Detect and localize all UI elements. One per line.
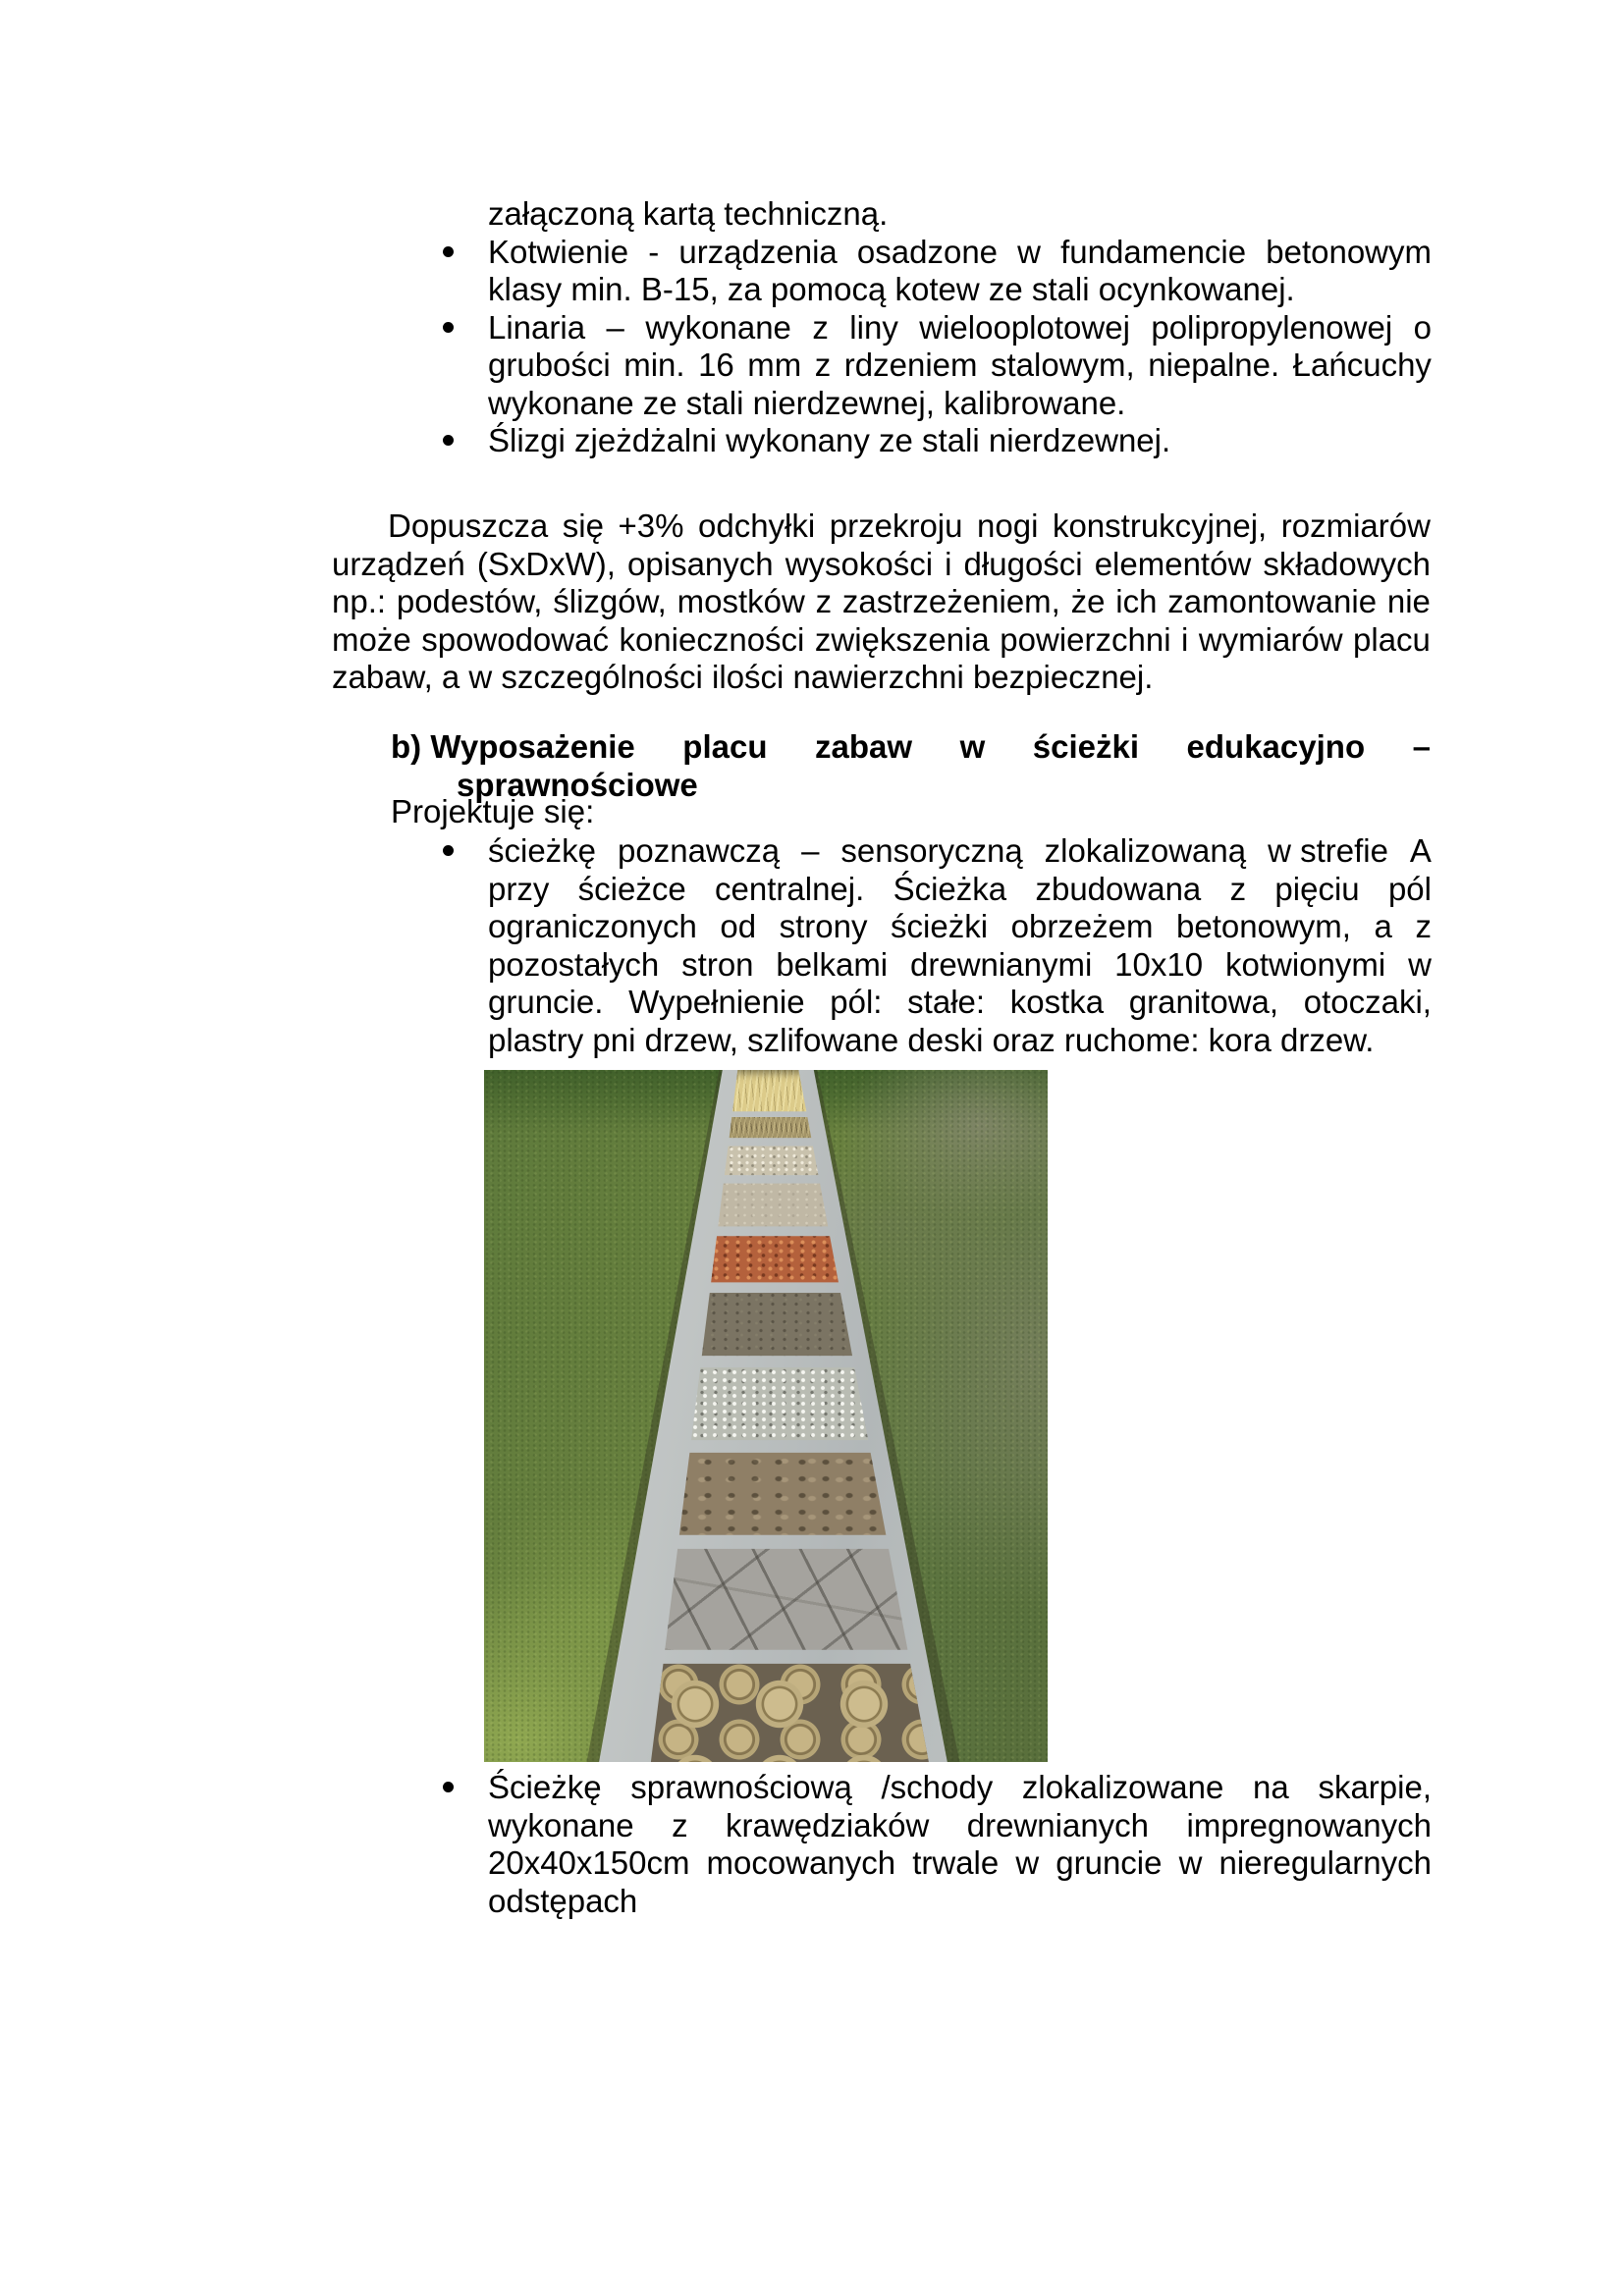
word: pól: bbox=[830, 984, 883, 1020]
word: edukacyjno bbox=[1186, 728, 1366, 765]
bullet-icon bbox=[443, 246, 454, 257]
text-line: odstępach bbox=[488, 1882, 638, 1919]
word: gruncie. bbox=[488, 984, 604, 1020]
word: nieregularnych bbox=[1218, 1844, 1432, 1881]
word: – bbox=[1412, 728, 1431, 765]
word: konieczności bbox=[619, 620, 805, 658]
word: mm bbox=[747, 347, 802, 383]
text-line: zabaw, a w szczególności ilości nawierzchni bezpiecznej. bbox=[332, 659, 1154, 695]
word: poznawczą bbox=[618, 832, 781, 869]
word: na bbox=[1253, 1769, 1289, 1805]
word: drewnianych bbox=[966, 1806, 1150, 1843]
word: w bbox=[1015, 1844, 1040, 1881]
word: z bbox=[815, 583, 833, 619]
word: powierzchni bbox=[1000, 620, 1171, 658]
word: belkami bbox=[776, 945, 889, 983]
text-line bbox=[488, 1844, 1432, 1883]
word: ograniczonych bbox=[488, 908, 697, 944]
word: rozmiarów bbox=[1280, 507, 1431, 544]
bullet-continuation-line bbox=[488, 195, 1432, 234]
word: wysokości bbox=[785, 545, 934, 582]
word: otoczaki, bbox=[1303, 984, 1432, 1020]
word: ścieżki bbox=[1032, 728, 1140, 765]
text-line bbox=[488, 908, 1432, 946]
text-line: klasy min. B-15, za pomocą kotew ze stali ocynkowanej. bbox=[488, 271, 1295, 307]
word: placu bbox=[1353, 620, 1431, 658]
word: A bbox=[1409, 832, 1432, 869]
text-line bbox=[488, 234, 1432, 272]
word: z bbox=[672, 1806, 688, 1843]
bullet-item-kotwienie bbox=[488, 234, 1432, 309]
word: osadzone bbox=[856, 233, 999, 270]
word: +3% bbox=[618, 507, 684, 544]
word: Ścieżkę bbox=[488, 1769, 602, 1805]
word: pól bbox=[1387, 870, 1432, 907]
word: przekroju bbox=[829, 507, 963, 544]
word: stalowym, bbox=[991, 347, 1135, 383]
word: nogi bbox=[977, 507, 1039, 544]
text-line bbox=[488, 832, 1432, 871]
word: ścieżki bbox=[891, 908, 989, 944]
word: 10x10 bbox=[1114, 945, 1204, 983]
word: spowodować bbox=[421, 620, 609, 658]
text-line bbox=[332, 546, 1431, 584]
word: ślizgów, bbox=[553, 583, 667, 619]
word: i bbox=[1181, 620, 1189, 658]
word: że bbox=[1070, 583, 1106, 619]
word: od bbox=[720, 908, 757, 944]
word: stron bbox=[681, 945, 754, 983]
word: zamontowanie bbox=[1167, 583, 1378, 619]
word: może bbox=[332, 620, 411, 658]
text-line bbox=[332, 621, 1431, 660]
word: placu bbox=[682, 728, 768, 765]
word: krawędziaków bbox=[726, 1806, 930, 1843]
word: z bbox=[1229, 870, 1247, 907]
bullet-item-sciezka-sprawnosciowa bbox=[488, 1769, 1432, 1920]
word: betonowym bbox=[1266, 233, 1432, 270]
word: z bbox=[814, 347, 832, 383]
word: polipropylenowej bbox=[1151, 308, 1393, 346]
word: centralnej. bbox=[715, 870, 865, 907]
word: w bbox=[959, 728, 986, 765]
word: Wypełnienie bbox=[628, 984, 805, 1020]
word: kostka bbox=[1009, 984, 1105, 1020]
word: stałe: bbox=[907, 984, 986, 1020]
word: z bbox=[812, 308, 829, 346]
word: Ścieżka bbox=[893, 870, 1007, 907]
bullet-item-slizgi bbox=[488, 422, 1432, 460]
bullet-icon bbox=[443, 435, 454, 446]
word: np.: bbox=[332, 583, 387, 619]
word: skarpie, bbox=[1318, 1769, 1432, 1805]
projektuje-sie-line bbox=[391, 793, 1431, 831]
word: /schody bbox=[881, 1769, 994, 1805]
word: liny bbox=[849, 308, 898, 346]
text-line: Projektuje się: bbox=[391, 793, 595, 829]
word: – bbox=[801, 832, 820, 869]
word: się bbox=[562, 507, 604, 544]
word: Łańcuchy bbox=[1292, 347, 1432, 383]
word: fundamencie bbox=[1060, 233, 1247, 270]
word: odchyłki bbox=[698, 507, 816, 544]
word: b) Wyposażenie bbox=[391, 728, 635, 765]
word: kotwionymi bbox=[1224, 945, 1386, 983]
word: elementów bbox=[1094, 545, 1252, 582]
word: ścieżce bbox=[577, 870, 686, 907]
word: pięciu bbox=[1274, 870, 1360, 907]
word: rdzeniem bbox=[843, 347, 978, 383]
word: niepalne. bbox=[1148, 347, 1280, 383]
text-line bbox=[488, 871, 1432, 909]
text-line bbox=[488, 347, 1432, 385]
word: składowych bbox=[1263, 545, 1431, 582]
word: zwiększenia bbox=[814, 620, 990, 658]
word: sensoryczną bbox=[840, 832, 1023, 869]
text-line bbox=[488, 946, 1432, 985]
text-line: załączoną kartą techniczną. bbox=[488, 195, 889, 232]
word: długości bbox=[963, 545, 1083, 582]
word: podestów, bbox=[396, 583, 543, 619]
bullet-item-sciezka-poznawcza bbox=[488, 832, 1432, 1059]
word: zlokalizowaną bbox=[1044, 832, 1247, 869]
word: drewnianymi bbox=[910, 945, 1093, 983]
word: wykonane bbox=[645, 308, 791, 346]
word: Linaria bbox=[488, 308, 586, 346]
bullet-item-linaria bbox=[488, 309, 1432, 423]
word: w bbox=[1178, 1844, 1203, 1881]
bullet-icon bbox=[443, 1782, 454, 1792]
word: o bbox=[1413, 308, 1432, 346]
word: 20x40x150cm bbox=[488, 1844, 690, 1881]
word: zabaw bbox=[815, 728, 913, 765]
bullet-icon bbox=[443, 322, 454, 333]
word: i bbox=[945, 545, 952, 582]
paragraph-dopuszcza bbox=[332, 507, 1431, 697]
text-line: Ślizgi zjeżdżalni wykonany ze stali nierdzewnej. bbox=[488, 422, 1171, 458]
word: mostków bbox=[677, 583, 805, 619]
word: nie bbox=[1386, 583, 1431, 619]
word: – bbox=[606, 308, 624, 346]
text-line bbox=[332, 583, 1431, 621]
word: Kotwienie bbox=[488, 233, 629, 270]
word: z bbox=[1415, 908, 1432, 944]
word: pozostałych bbox=[488, 945, 660, 983]
text-line bbox=[332, 507, 1431, 546]
sensory-path-photo bbox=[484, 1070, 1048, 1762]
word: wykonane bbox=[488, 1806, 634, 1843]
text-line bbox=[391, 728, 1431, 767]
text-line bbox=[488, 309, 1432, 347]
word: a bbox=[1374, 908, 1392, 944]
word: wielooplotowej bbox=[919, 308, 1130, 346]
word: urządzeń bbox=[332, 545, 465, 582]
word: 16 bbox=[698, 347, 734, 383]
word: zastrzeżeniem, bbox=[841, 583, 1060, 619]
word: konstrukcyjnej, bbox=[1052, 507, 1268, 544]
word: urządzenia bbox=[678, 233, 838, 270]
word: ich bbox=[1115, 583, 1158, 619]
word: zlokalizowane bbox=[1021, 1769, 1224, 1805]
word: zbudowana bbox=[1035, 870, 1202, 907]
bullet-icon bbox=[443, 845, 454, 856]
word: strony bbox=[779, 908, 868, 944]
text-line: wykonane ze stali nierdzewnej, kalibrowane. bbox=[488, 384, 1126, 421]
word: w strefie bbox=[1268, 832, 1388, 869]
text-line bbox=[488, 984, 1432, 1022]
word: wymiarów bbox=[1198, 620, 1343, 658]
word: grubości bbox=[488, 347, 611, 383]
word: (SxDxW), bbox=[476, 545, 616, 582]
word: granitowa, bbox=[1128, 984, 1279, 1020]
text-line: plastry pni drzew, szlifowane deski oraz ruchome: kora drzew. bbox=[488, 1021, 1375, 1058]
word: ścieżkę bbox=[488, 832, 597, 869]
word: opisanych bbox=[627, 545, 774, 582]
word: min. bbox=[623, 347, 685, 383]
word: betonowym, bbox=[1176, 908, 1351, 944]
word: sprawnościową bbox=[630, 1769, 852, 1805]
word: - bbox=[648, 233, 660, 270]
word: trwale bbox=[912, 1844, 1000, 1881]
word: mocowanych bbox=[706, 1844, 896, 1881]
word: przy bbox=[488, 870, 550, 907]
text-line bbox=[488, 1769, 1432, 1807]
word: impregnowanych bbox=[1186, 1806, 1432, 1843]
word: Dopuszcza bbox=[388, 507, 549, 544]
word: w bbox=[1017, 233, 1042, 270]
word: w bbox=[1408, 945, 1432, 983]
word: gruncie bbox=[1056, 1844, 1163, 1881]
word: obrzeżem bbox=[1010, 908, 1154, 944]
text-line bbox=[488, 1807, 1432, 1845]
text-line: sprawnościowe bbox=[457, 766, 698, 803]
